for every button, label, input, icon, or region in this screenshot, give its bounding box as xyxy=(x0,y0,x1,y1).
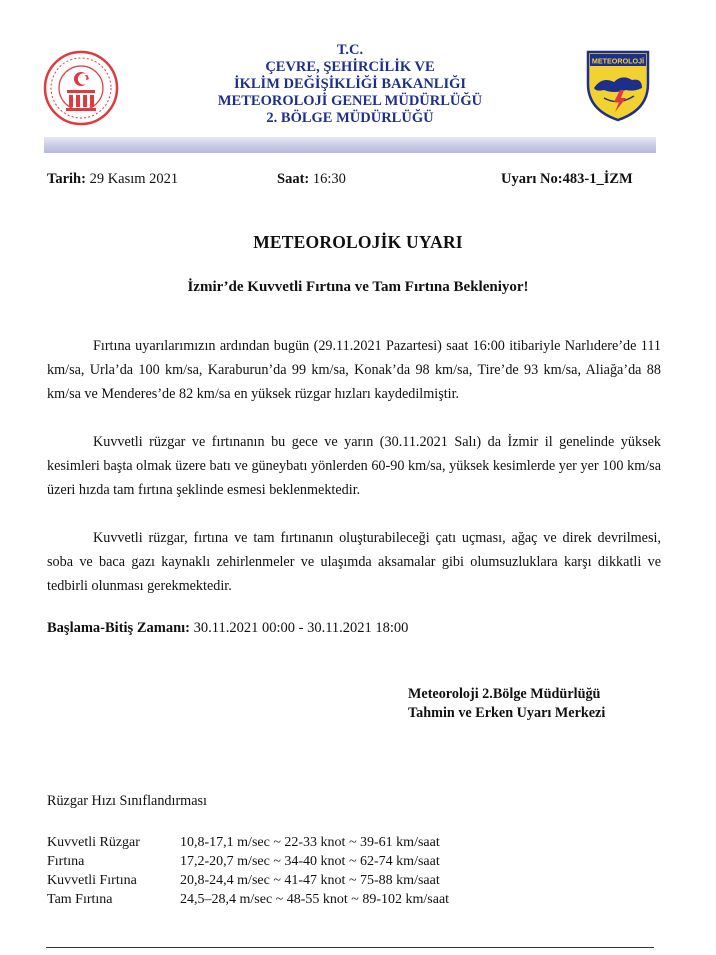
org-line: İKLİM DEĞİŞİKLİĞİ BAKANLIĞI xyxy=(233,76,467,92)
class-range: 24,5–28,4 m/sec ~ 48-55 knot ~ 89-102 km/saat xyxy=(180,892,450,907)
validity-value: 30.11.2021 00:00 - 30.11.2021 18:00 xyxy=(193,620,409,636)
document-subtitle: İzmir’de Kuvvetli Fırtına ve Tam Fırtına Bekleniyor! xyxy=(187,279,529,295)
document-header xyxy=(0,0,716,160)
warning-number xyxy=(501,171,633,188)
class-name: Kuvvetli Rüzgar xyxy=(47,835,140,850)
class-range: 20,8-24,4 m/sec ~ 41-47 knot ~ 75-88 km/saat xyxy=(180,873,440,888)
org-line: T.C. xyxy=(336,42,364,58)
org-line: ÇEVRE, ŞEHİRCİLİK VE xyxy=(265,59,435,75)
ministry-seal-icon xyxy=(43,50,119,126)
class-name: Tam Fırtına xyxy=(47,892,113,907)
date-value: 29 Kasım 2021 xyxy=(89,171,179,187)
warning-number-text: Uyarı No:483-1_İZM xyxy=(501,171,633,187)
meteoroloji-emblem-icon xyxy=(584,48,652,122)
wind-classification-table xyxy=(47,833,449,909)
document-title: METEOROLOJİK UYARI xyxy=(253,232,463,252)
signature-block xyxy=(408,685,605,723)
date-field xyxy=(47,171,178,188)
validity-period xyxy=(47,620,408,637)
table-row xyxy=(47,833,449,852)
paragraph: Kuvvetli rüzgar ve fırtınanın bu gece ve yarın (30.11.2021 Salı) da İzmir il genelinde yüksek kesimleri başta olmak üzere batı ve güneybatı yönlerden 60-90 km/sa, yüksek kesimlerde yer yer 100 km/sa üzeri hızda tam fırtına şeklinde esmesi beklenmektedir. xyxy=(47,434,661,498)
org-line: METEOROLOJİ GENEL MÜDÜRLÜĞÜ xyxy=(217,93,483,109)
time-field xyxy=(277,171,346,188)
signature-line: Tahmin ve Erken Uyarı Merkezi xyxy=(408,705,606,721)
validity-label: Başlama-Bitiş Zamanı: xyxy=(47,620,190,636)
paragraph: Fırtına uyarılarımızın ardından bugün (29.11.2021 Pazartesi) saat 16:00 itibariyle Narlıdere’de 111 km/sa, Urla’da 100 km/sa, Karaburun’da 99 km/sa, Konak’da 98 km/sa, Tire’de 93 km/sa, Aliağa’da 88 km/sa ve Menderes’de 82 km/sa en yüksek rüzgar hızları kaydedilmiştir. xyxy=(47,338,661,402)
table-row xyxy=(47,871,449,890)
class-name: Kuvvetli Fırtına xyxy=(47,873,137,888)
time-label: Saat: xyxy=(277,171,310,187)
organization-name xyxy=(150,42,550,127)
header-divider-bar xyxy=(44,137,656,153)
classification-title: Rüzgar Hızı Sınıflandırması xyxy=(47,793,207,809)
class-range: 17,2-20,7 m/sec ~ 34-40 knot ~ 62-74 km/saat xyxy=(180,854,440,869)
org-line: 2. BÖLGE MÜDÜRLÜĞÜ xyxy=(266,110,434,126)
paragraph: Kuvvetli rüzgar, fırtına ve tam fırtınanın oluşturabileceği çatı uçması, ağaç ve direk devrilmesi, soba ve baca gazı kaynaklı zehirlenmeler ve ulaşımda aksamalar gibi olumsuzluklara karşı dikkatli ve tedbirli olunması gerekmektedir. xyxy=(47,530,661,594)
signature-line: Meteoroloji 2.Bölge Müdürlüğü xyxy=(408,686,601,702)
time-value: 16:30 xyxy=(312,171,346,187)
table-row xyxy=(47,852,449,871)
date-label: Tarih: xyxy=(47,171,86,187)
emblem-label: METEOROLOJİ xyxy=(591,56,645,66)
table-row xyxy=(47,890,449,909)
class-range: 10,8-17,1 m/sec ~ 22-33 knot ~ 39-61 km/saat xyxy=(180,835,440,850)
footer-divider xyxy=(46,947,654,948)
class-name: Fırtına xyxy=(47,854,85,869)
